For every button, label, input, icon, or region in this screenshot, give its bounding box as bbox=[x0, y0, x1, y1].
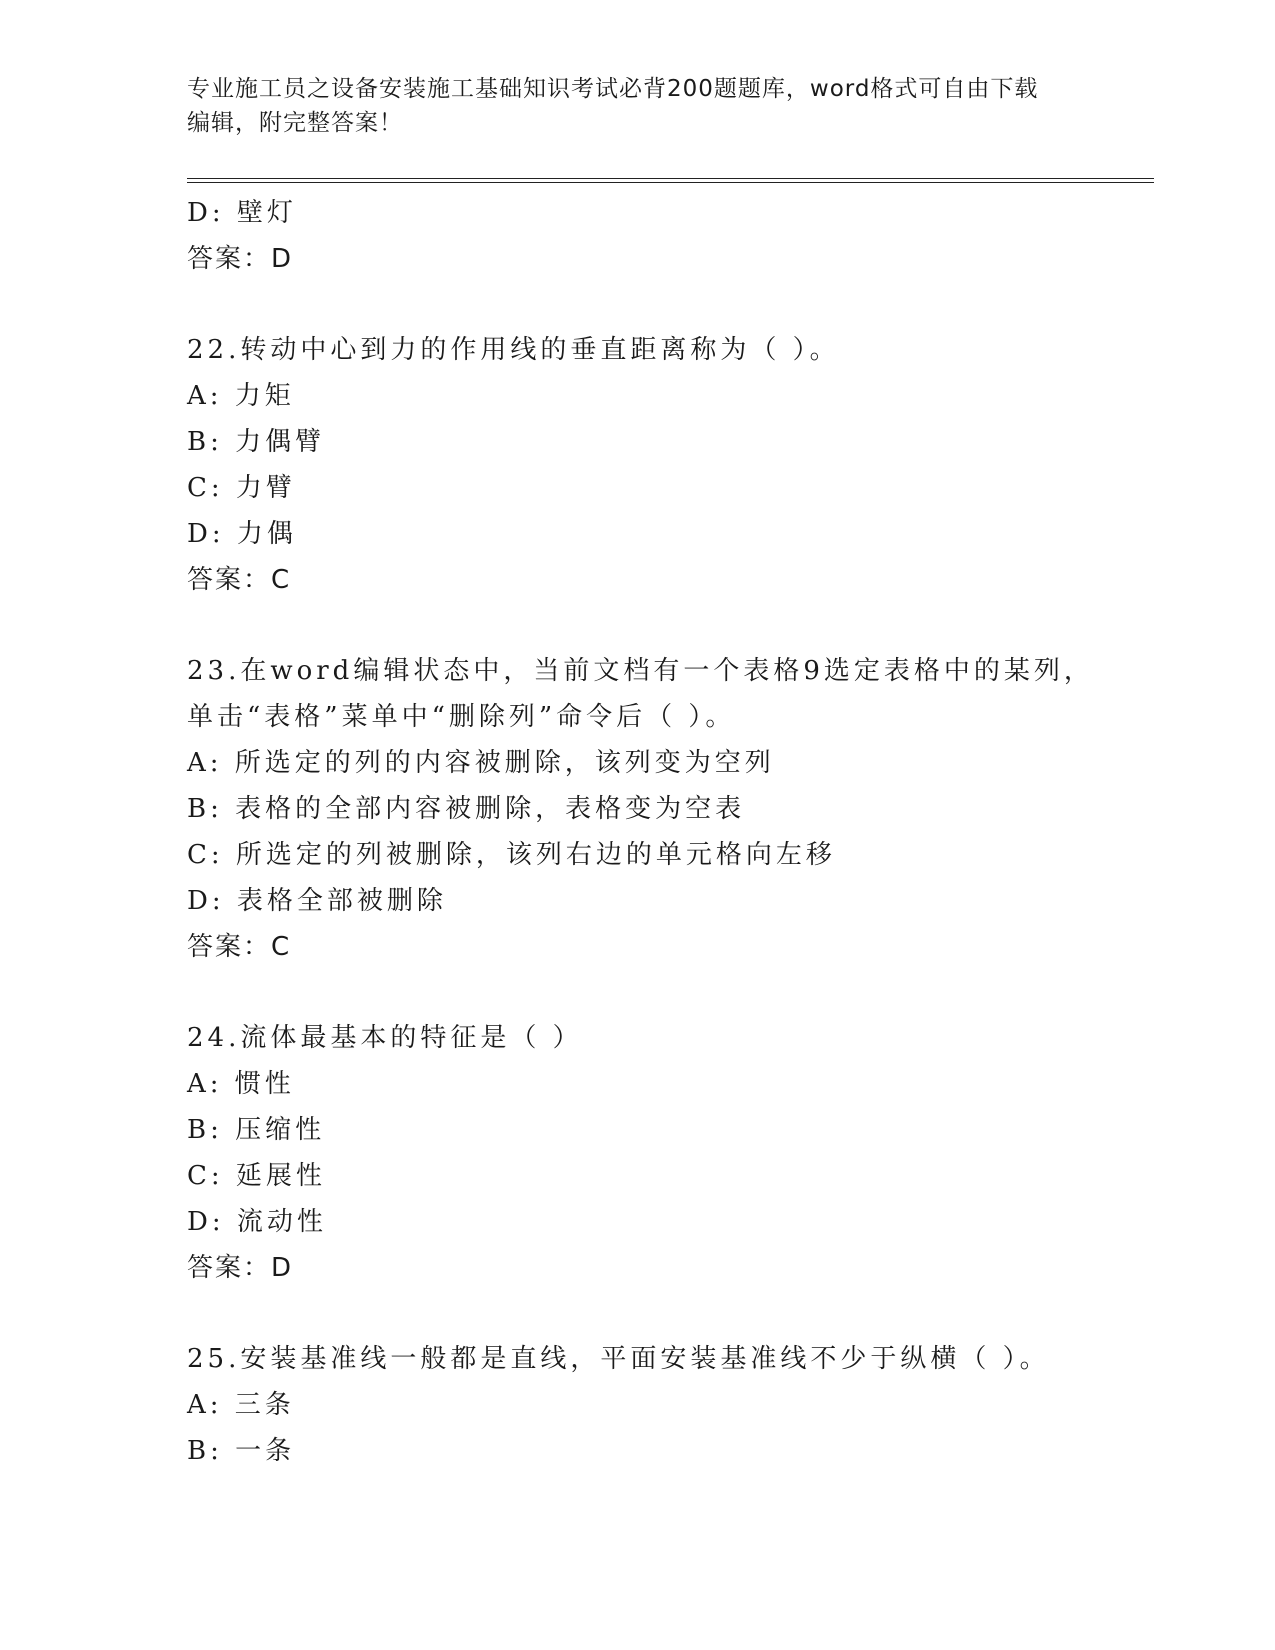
option-d: D: 壁灯 bbox=[187, 198, 297, 228]
question-23-option-a: A: 所选定的列的内容被删除，该列变为空列 bbox=[187, 748, 775, 778]
document-header bbox=[187, 72, 1087, 140]
question-list bbox=[187, 190, 1167, 1474]
question-24-answer: 答案：D bbox=[187, 1253, 294, 1283]
question-22-stem: 22.转动中心到力的作用线的垂直距离称为（ ）。 bbox=[187, 335, 840, 365]
header-title-line-2: 编辑，附完整答案！ bbox=[187, 110, 403, 136]
header-title-line-1: 专业施工员之设备安装施工基础知识考试必背200题题库，word格式可自由下载 bbox=[187, 76, 1039, 102]
spacer bbox=[187, 603, 1167, 648]
question-24-option-c: C: 延展性 bbox=[187, 1161, 326, 1191]
spacer bbox=[187, 970, 1167, 1015]
question-23-option-d: D: 表格全部被删除 bbox=[187, 886, 447, 916]
header-rule-bottom bbox=[187, 182, 1154, 183]
question-24-stem: 24.流体最基本的特征是（ ） bbox=[187, 1023, 583, 1053]
question-23-answer: 答案：C bbox=[187, 932, 292, 962]
header-rule-top bbox=[187, 178, 1154, 179]
question-23-stem-line-2: 单击“表格”菜单中“删除列”命令后（ ）。 bbox=[187, 702, 736, 732]
question-22-option-b: B: 力偶臂 bbox=[187, 427, 326, 457]
question-23-option-c: C: 所选定的列被删除，该列右边的单元格向左移 bbox=[187, 840, 836, 870]
question-24-option-a: A: 惯性 bbox=[187, 1069, 295, 1099]
question-25-option-b: B: 一条 bbox=[187, 1436, 296, 1466]
spacer bbox=[187, 1291, 1167, 1336]
spacer bbox=[187, 282, 1167, 327]
question-24-option-b: B: 压缩性 bbox=[187, 1115, 326, 1145]
question-23-option-b: B: 表格的全部内容被删除，表格变为空表 bbox=[187, 794, 746, 824]
question-25-option-a: A: 三条 bbox=[187, 1390, 295, 1420]
question-24-option-d: D: 流动性 bbox=[187, 1207, 327, 1237]
question-22-option-c: C: 力臂 bbox=[187, 473, 296, 503]
question-22-option-a: A: 力矩 bbox=[187, 381, 295, 411]
question-22-answer: 答案：C bbox=[187, 565, 292, 595]
question-22-option-d: D: 力偶 bbox=[187, 519, 297, 549]
question-25-stem: 25.安装基准线一般都是直线，平面安装基准线不少于纵横（ ）。 bbox=[187, 1344, 1050, 1374]
question-23-stem-line-1: 23.在word编辑状态中，当前文档有一个表格9选定表格中的某列， bbox=[187, 656, 1094, 686]
answer-line: 答案：D bbox=[187, 244, 294, 274]
